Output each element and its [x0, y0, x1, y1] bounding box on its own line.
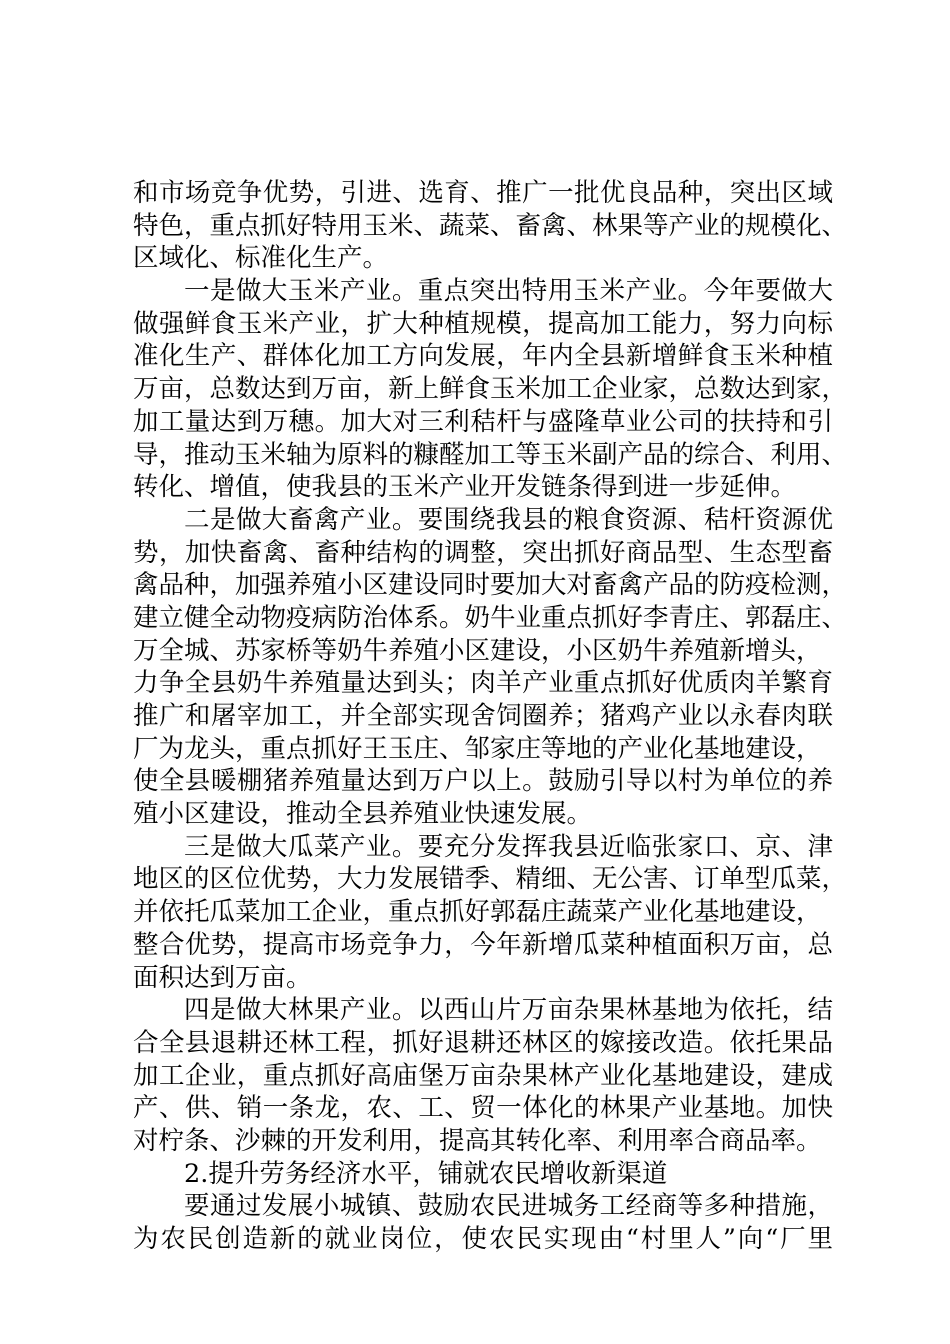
paragraph-first-line: 二是做大畜禽产业。要围绕我县的粮食资源、秸杆资源优 [184, 504, 833, 535]
text-line: 并依托瓜菜加工企业，重点抓好郭磊庄蔬菜产业化基地建设， [133, 897, 822, 928]
text-line: 产、供、销一条龙，农、工、贸一体化的林果产业基地。加快 [133, 1093, 833, 1124]
text-line: 区域化、标准化生产。 [133, 243, 389, 274]
text-line: 特色，重点抓好特用玉米、蔬菜、畜禽、林果等产业的规模化、 [133, 210, 848, 241]
text-line: 禽品种，加强养殖小区建设同时要加大对畜禽产品的防疫检测， [133, 570, 848, 601]
text-line: 万亩，总数达到万亩，新上鲜食玉米加工企业家，总数达到家， [133, 374, 848, 405]
text-line: 对柠条、沙棘的开发利用，提高其转化率、利用率合商品率。 [133, 1125, 822, 1156]
paragraph-first-line: 四是做大林果产业。以西山片万亩杂果林基地为依托，结 [184, 995, 833, 1026]
text-line: 导，推动玉米轴为原料的糠醛加工等玉米副产品的综合、利用、 [133, 439, 848, 470]
text-line: 整合优势，提高市场竞争力，今年新增瓜菜种植面积万亩，总 [133, 929, 833, 960]
paragraph-first-line: 一是做大玉米产业。重点突出特用玉米产业。今年要做大 [184, 276, 833, 307]
text-line: 地区的区位优势，大力发展错季、精细、无公害、订单型瓜菜， [133, 864, 848, 895]
text-line: 转化、增值，使我县的玉米产业开发链条得到进一步延伸。 [133, 472, 797, 503]
text-line: 为农民创造新的就业岗位，使农民实现由“村里人”向“厂里 [133, 1224, 833, 1254]
text-line: 加工量达到万穗。加大对三利秸杆与盛隆草业公司的扶持和引 [133, 406, 833, 437]
text-line: 推广和屠宰加工，并全部实现舍饲圈养；猪鸡产业以永春肉联 [133, 701, 833, 731]
text-line: 和市场竞争优势，引进、选育、推广一批优良品种，突出区域 [133, 178, 833, 208]
text-line: 使全县暖棚猪养殖量达到万户以上。鼓励引导以村为单位的养 [133, 766, 833, 797]
text-line: 建立健全动物疫病防治体系。奶牛业重点抓好李青庄、郭磊庄、 [133, 602, 848, 633]
document-body [133, 177, 848, 1256]
text-line: 厂为龙头，重点抓好王玉庄、邹家庄等地的产业化基地建设， [133, 733, 822, 764]
text-line: 合全县退耕还林工程，抓好退耕还林区的嫁接改造。依托果品 [133, 1027, 833, 1058]
paragraph-first-line: 要通过发展小城镇、鼓励农民进城务工经商等多种措施， [184, 1191, 833, 1222]
text-line: 万全城、苏家桥等奶牛养殖小区建设，小区奶牛养殖新增头， [133, 635, 822, 666]
text-line: 势，加快畜禽、畜种结构的调整，突出抓好商品型、生态型畜 [133, 537, 833, 568]
text-line: 做强鲜食玉米产业，扩大种植规模，提高加工能力，努力向标 [133, 308, 833, 339]
section-heading: 2.提升劳务经济水平，铺就农民增收新渠道 [184, 1158, 668, 1189]
text-line: 面积达到万亩。 [133, 962, 312, 993]
text-line: 力争全县奶牛养殖量达到头；肉羊产业重点抓好优质肉羊繁育 [133, 668, 833, 699]
paragraph-first-line: 三是做大瓜菜产业。要充分发挥我县近临张家口、京、津 [184, 831, 833, 862]
text-line: 殖小区建设，推动全县养殖业快速发展。 [133, 799, 593, 830]
text-line: 加工企业，重点抓好高庙堡万亩杂果林产业化基地建设，建成 [133, 1060, 833, 1091]
text-line: 准化生产、群体化加工方向发展，年内全县新增鲜食玉米种植 [133, 341, 833, 372]
